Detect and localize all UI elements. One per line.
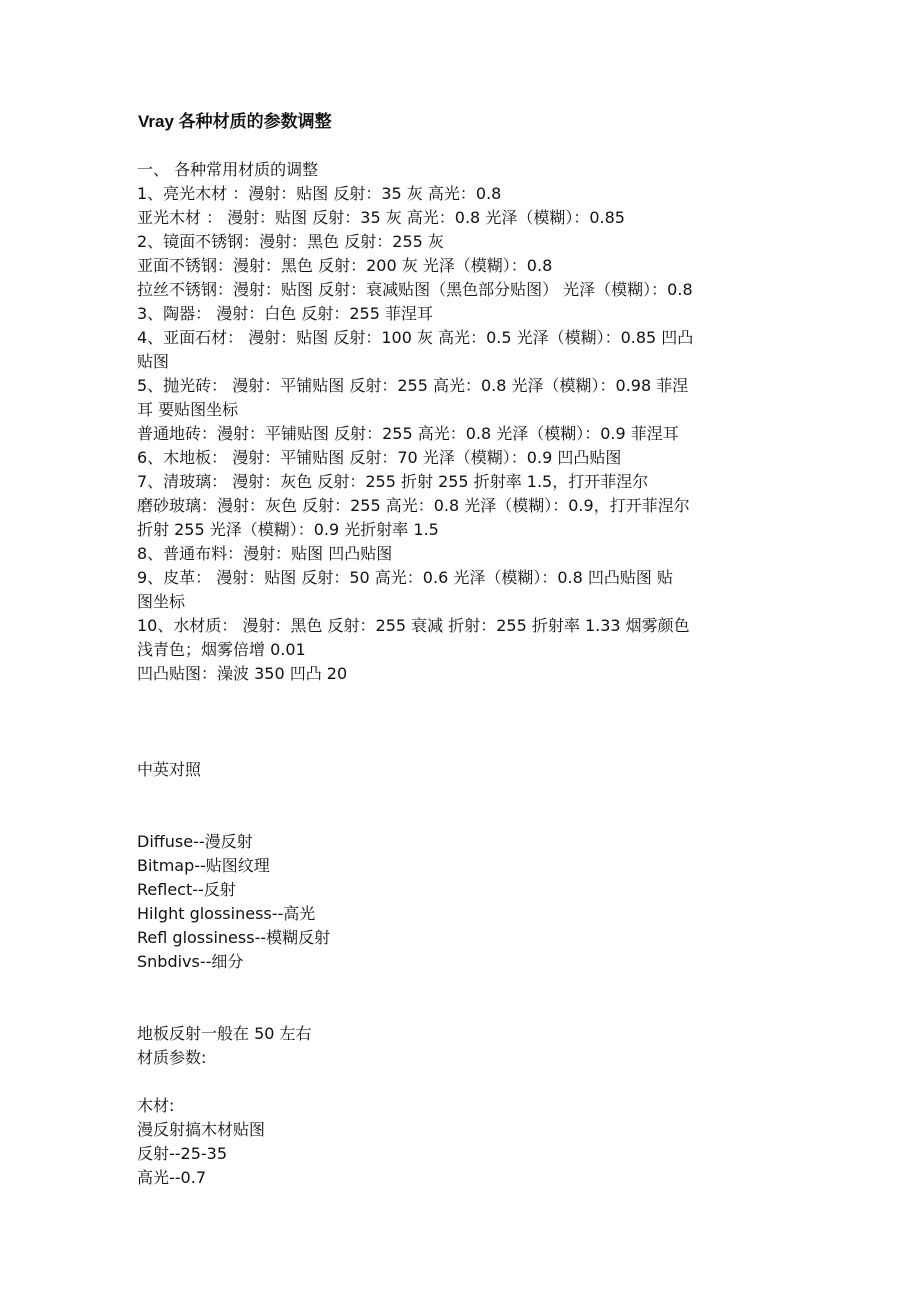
- document-title: Vray 各种材质的参数调整: [138, 112, 332, 131]
- text-line: 折射 255 光泽（模糊）：0.9 光折射率 1.5: [137, 520, 439, 539]
- text-line: 反射--25-35: [137, 1144, 228, 1163]
- text-line: 耳 要贴图坐标: [137, 400, 239, 419]
- material-settings-section: [137, 158, 787, 686]
- glossary-heading: 中英对照: [137, 760, 202, 779]
- text-line: 木材:: [137, 1096, 175, 1115]
- text-line: 拉丝不锈钢：漫射：贴图 反射：衰减贴图（黑色部分贴图） 光泽（模糊）：0.8: [137, 280, 693, 299]
- text-line: 凹凸贴图：澡波 350 凹凸 20: [137, 664, 348, 683]
- text-line: 10、水材质： 漫射：黑色 反射：255 衰减 折射：255 折射率 1.33 烟雾颜色: [137, 616, 690, 635]
- glossary-item: Reflect--反射: [137, 880, 236, 899]
- wood-notes: [137, 1094, 787, 1190]
- text-line: 1、亮光木材 ：漫射：贴图 反射：35 灰 高光：0.8: [137, 184, 502, 203]
- glossary-item: Hilght glossiness--高光: [137, 904, 316, 923]
- text-line: 2、镜面不锈钢：漫射：黑色 反射：255 灰: [137, 232, 444, 251]
- text-line: 亚光木材 ： 漫射：贴图 反射：35 灰 高光：0.8 光泽（模糊）：0.85: [137, 208, 625, 227]
- document-page: [137, 110, 787, 1190]
- glossary-list: [137, 830, 787, 974]
- text-line: 磨砂玻璃：漫射：灰色 反射：255 高光：0.8 光泽（模糊）：0.9，打开菲涅尔: [137, 496, 690, 515]
- text-line: 7、清玻璃： 漫射：灰色 反射：255 折射 255 折射率 1.5，打开菲涅尔: [137, 472, 649, 491]
- text-line: 浅青色；烟雾倍增 0.01: [137, 640, 306, 659]
- glossary-item: Refl glossiness--模糊反射: [137, 928, 331, 947]
- floor-notes: [137, 1022, 787, 1070]
- text-line: 普通地砖：漫射：平铺贴图 反射：255 高光：0.8 光泽（模糊）：0.9 菲涅耳: [137, 424, 679, 443]
- text-line: 漫反射搞木材贴图: [137, 1120, 266, 1139]
- text-line: 8、普通布料：漫射：贴图 凹凸贴图: [137, 544, 393, 563]
- text-line: 3、陶器： 漫射：白色 反射：255 菲涅耳: [137, 304, 433, 323]
- text-line: 地板反射一般在 50 左右: [137, 1024, 312, 1043]
- text-line: 材质参数:: [137, 1048, 207, 1067]
- text-line: 5、抛光砖： 漫射：平铺贴图 反射：255 高光：0.8 光泽（模糊）：0.98 菲涅: [137, 376, 689, 395]
- text-line: 亚面不锈钢：漫射：黑色 反射：200 灰 光泽（模糊）：0.8: [137, 256, 553, 275]
- glossary-item: Snbdivs--细分: [137, 952, 244, 971]
- text-line: 4、亚面石材： 漫射：贴图 反射：100 灰 高光：0.5 光泽（模糊）：0.85 凹凸: [137, 328, 694, 347]
- text-line: 图坐标: [137, 592, 186, 611]
- text-line: 9、皮革： 漫射：贴图 反射：50 高光：0.6 光泽（模糊）：0.8 凹凸贴图 贴: [137, 568, 673, 587]
- text-line: 贴图: [137, 352, 170, 371]
- text-line: 6、木地板： 漫射：平铺贴图 反射：70 光泽（模糊）：0.9 凹凸贴图: [137, 448, 622, 467]
- glossary-item: Bitmap--贴图纹理: [137, 856, 270, 875]
- section-heading: 一、 各种常用材质的调整: [137, 160, 319, 179]
- text-line: 高光--0.7: [137, 1168, 206, 1187]
- glossary-item: Diffuse--漫反射: [137, 832, 253, 851]
